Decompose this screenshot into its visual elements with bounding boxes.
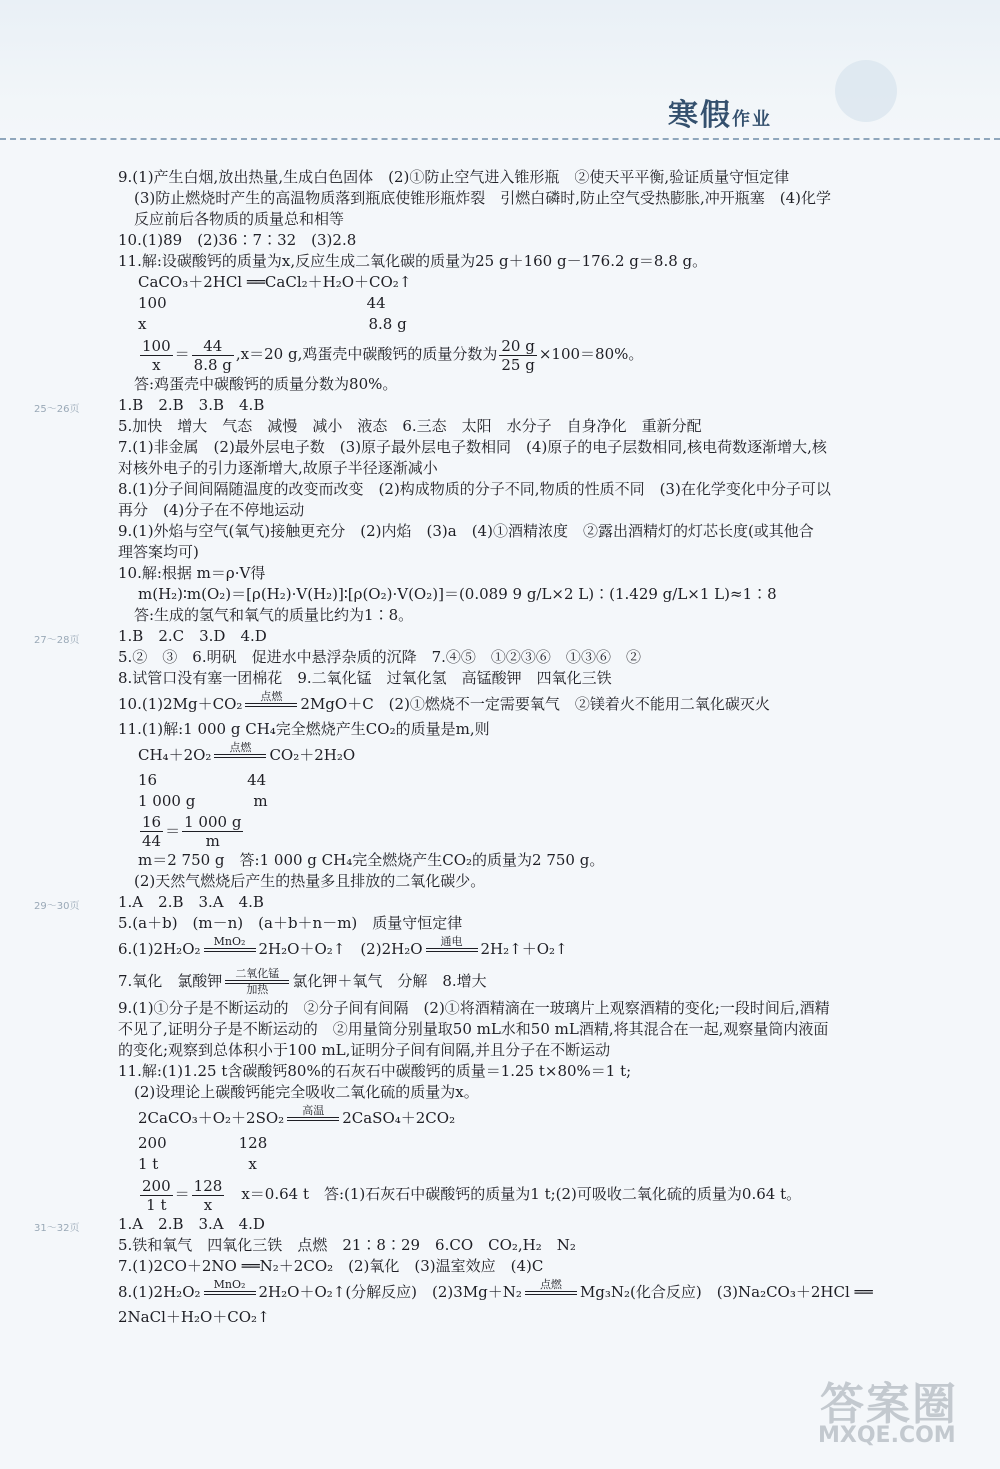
reaction-condition: 点燃: [214, 742, 266, 770]
answer-line: 的变化;观察到总体积小于100 mL,证明分子间有间隔,并且分子在不断运动: [118, 1041, 611, 1059]
chemical-equation: 2CaCO₃＋O₂＋2SO₂ 高温 2CaSO₄＋2CO₂: [118, 1103, 898, 1133]
reaction-condition: 点燃: [525, 1279, 577, 1307]
answer-line: 1.B 2.B 3.B 4.B: [118, 395, 265, 414]
answer-line: 2NaCl＋H₂O＋CO₂↑: [118, 1307, 270, 1326]
page-label: 31～32页: [34, 1222, 80, 1234]
reaction-condition: 通电: [426, 936, 478, 964]
answer-line: 7.(1)2CO＋2NO ══N₂＋2CO₂ (2)氧化 (3)温室效应 (4)C: [118, 1256, 544, 1275]
answer-line: 6.(1)2H₂O₂ MnO₂ 2H₂O＋O₂↑ (2)2H₂O 通电 2H₂↑＋O₂↑: [118, 934, 898, 964]
answer-line: 对核外电子的引力逐渐增大,故原子半径逐渐减小: [118, 458, 438, 477]
answer-line: 答:鸡蛋壳中碳酸钙的质量分数为80%。: [134, 374, 398, 393]
answer-line: (2)设理论上碳酸钙能完全吸收二氧化硫的质量为x。: [134, 1083, 479, 1101]
answer-line: 5.加快 增大 气态 减慢 减小 液态 6.三态 太阳 水分子 自身净化 重新分配: [118, 416, 702, 435]
answer-line: 9.(1)①分子是不断运动的 ②分子间有间隔 (2)①将酒精滴在一玻璃片上观察酒精的变化;一段时间后,酒精: [118, 999, 830, 1017]
answer-line: 7.氧化 氯酸钾 二氧化锰 加热 氯化钾＋氧气 分解 8.增大: [118, 967, 487, 996]
reaction-condition: 高温: [287, 1105, 339, 1133]
stoich-row: 1 t x: [138, 1155, 257, 1173]
answer-line: 10.(1)2Mg＋CO₂ 点燃 2MgO＋C (2)①燃烧不一定需要氧气 ②镁着火不能用二氧化碳灭火: [118, 689, 898, 719]
fraction: $\frac{1 000 g}{m}$: [184, 813, 242, 850]
stoich-row: 1 000 g m: [138, 791, 268, 810]
stoich-row: x 8.8 g: [138, 315, 407, 333]
answer-line: 11.(1)解:1 000 g CH₄完全燃烧产生CO₂的质量是m,则: [118, 719, 490, 738]
reaction-condition: 点燃: [245, 691, 297, 719]
fraction: $\frac{44}{8.8 g}$: [193, 336, 232, 374]
answer-line: 5.铁和氧气 四氧化三铁 点燃 21∶8∶29 6.CO CO₂,H₂ N₂: [118, 1235, 576, 1254]
stoich-row: 16 44: [138, 770, 267, 789]
watermark-url: MXQE.COM: [818, 1423, 956, 1448]
stoich-row: 100 44: [138, 294, 386, 312]
page-header: [0, 0, 1000, 150]
stoich-row: 200 128: [138, 1134, 268, 1152]
fraction: $\frac{16}{44}$: [142, 813, 162, 850]
reaction-condition: 二氧化锰 加热: [225, 968, 289, 996]
reaction-condition: MnO₂: [204, 1279, 256, 1307]
answer-line: 11.解:(1)1.25 t含碳酸钙80%的石灰石中碳酸钙的质量＝1.25 t×80%＝1 t;: [118, 1062, 632, 1080]
chemical-equation: CH₄＋2O₂ 点燃 CO₂＋2H₂O: [118, 740, 898, 770]
answer-line: m＝2 750 g 答:1 000 g CH₄完全燃烧产生CO₂的质量为2 750 g。: [138, 851, 605, 869]
page-label: 27～28页: [34, 634, 80, 646]
answer-line: 1.B 2.C 3.D 4.D: [118, 626, 267, 645]
fraction: $\frac{128}{x}$: [193, 1176, 223, 1214]
header-decoration: [835, 60, 897, 122]
answer-line: 9.(1)外焰与空气(氧气)接触更充分 (2)内焰 (3)a (4)①酒精浓度 ②露出酒精灯的灯芯长度(或其他合: [118, 521, 814, 540]
chemical-equation: CaCO₃＋2HCl ══CaCl₂＋H₂O＋CO₂↑: [138, 273, 412, 291]
answer-line: (3)防止燃烧时产生的高温物质落到瓶底使锥形瓶炸裂 引燃白磷时,防止空气受热膨胀,冲开瓶塞 (4)化学: [134, 189, 832, 207]
fraction: $\frac{100}{x}$: [142, 336, 171, 374]
answer-line: 10.(1)89 (2)36∶7∶32 (3)2.8: [118, 231, 357, 249]
answer-line: 反应前后各物质的质量总和相等: [134, 210, 345, 228]
answer-line: 再分 (4)分子在不停地运动: [118, 500, 305, 519]
answer-line: 8.(1)2H₂O₂ MnO₂ 2H₂O＋O₂↑(分解反应) (2)3Mg＋N₂ 点燃 Mg₃N₂(化合反应) (3)Na₂CO₃＋2HCl ══: [118, 1277, 898, 1307]
answer-content: [34, 167, 898, 1328]
answer-line: (2)天然气燃烧后产生的热量多且排放的二氧化碳少。: [134, 872, 486, 890]
answer-line: 1.A 2.B 3.A 4.B: [118, 893, 264, 911]
reaction-condition: MnO₂: [204, 936, 256, 964]
answer-line: 10.解:根据 m＝ρ·V得: [118, 563, 266, 582]
answer-line: 答:生成的氢气和氧气的质量比约为1∶8。: [134, 605, 414, 624]
answer-line: 11.解:设碳酸钙的质量为x,反应生成二氧化碳的质量为25 g＋160 g－176.2 g＝8.8 g。: [118, 252, 708, 270]
answer-line: 8.(1)分子间间隔随温度的改变而改变 (2)构成物质的分子不同,物质的性质不同 (3)在化学变化中分子可以: [118, 479, 831, 498]
answer-line: 5.② ③ 6.明矾 促进水中悬浮杂质的沉降 7.④⑤ ①②③⑥ ①③⑥ ②: [118, 647, 641, 666]
proportion-line: $\frac{200}{1 t}$ ＝ $\frac{128}{x}$ x＝0.64 t 答:(1)石灰石中碳酸钙的质量为1 t;(2)可吸收二氧化硫的质量为0.64 t。: [142, 1176, 802, 1214]
fraction: $\frac{20 g}{25 g}$: [501, 336, 535, 374]
proportion-line: $\frac{100}{x}$ ＝ $\frac{44}{8.8 g}$ ,x＝20 g,鸡蛋壳中碳酸钙的质量分数为 $\frac{20 g}{25 g}$ ×100＝80%。: [142, 336, 644, 374]
fraction: $\frac{200}{1 t}$: [142, 1176, 171, 1214]
page-label: 25～26页: [34, 403, 80, 415]
page-label: 29～30页: [34, 901, 80, 912]
answer-line: 理答案均可): [118, 542, 199, 561]
header-rule: [0, 138, 1000, 140]
answer-line: 9.(1)产生白烟,放出热量,生成白色固体 (2)①防止空气进入锥形瓶 ②使天平平衡,验证质量守恒定律: [118, 168, 790, 186]
header-title: 寒假作业: [668, 98, 772, 133]
answer-line: 1.A 2.B 3.A 4.D: [118, 1214, 265, 1233]
answer-line: 8.试管口没有塞一团棉花 9.二氧化锰 过氧化氢 高锰酸钾 四氧化三铁: [118, 668, 612, 687]
answer-line: m(H₂)∶m(O₂)＝[ρ(H₂)·V(H₂)]∶[ρ(O₂)·V(O₂)]＝(0.089 9 g/L×2 L)∶(1.429 g/L×1 L)≈1∶8: [138, 584, 777, 603]
answer-line: 7.(1)非金属 (2)最外层电子数 (3)原子最外层电子数相同 (4)原子的电子层数相同,核电荷数逐渐增大,核: [118, 437, 827, 456]
watermark-logo: 答案圈: [820, 1379, 958, 1430]
answer-line: 5.(a＋b) (m－n) (a＋b＋n－m) 质量守恒定律: [118, 914, 463, 932]
proportion-line: $\frac{16}{44}$ ＝ $\frac{1 000 g}{m}$: [142, 813, 242, 850]
answer-line: 不见了,证明分子是不断运动的 ②用量筒分别量取50 mL水和50 mL酒精,将其混合在一起,观察量筒内液面: [118, 1020, 829, 1038]
